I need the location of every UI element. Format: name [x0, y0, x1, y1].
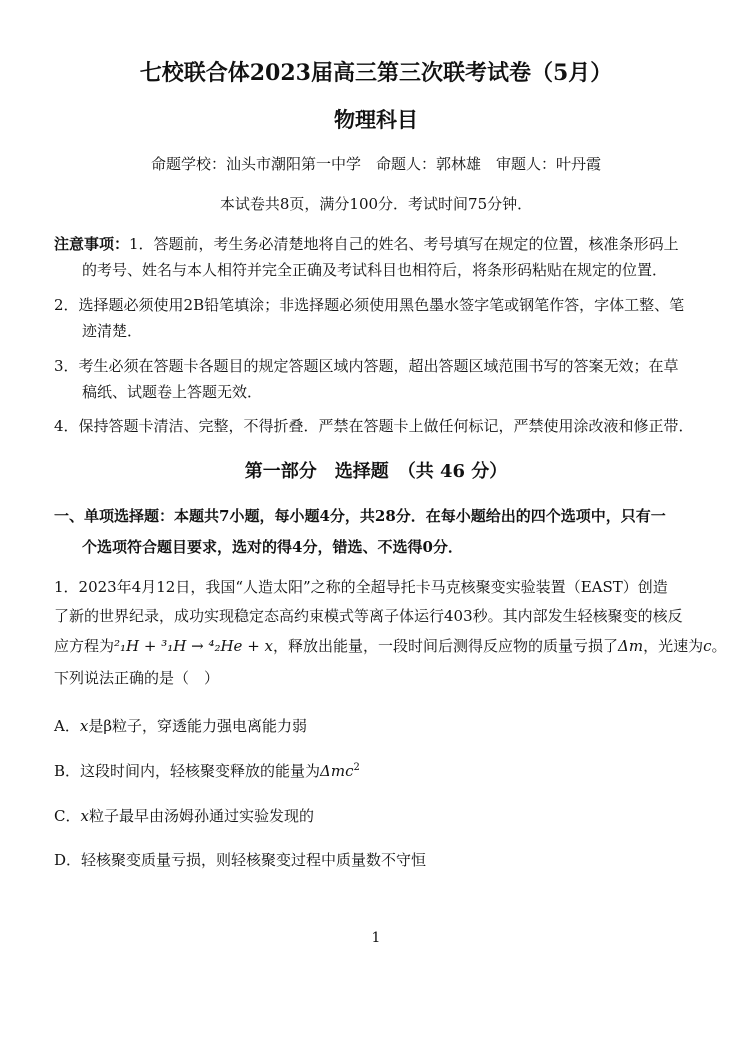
option-c — [54, 805, 314, 826]
question1-line2: 了新的世界纪录，成功实现稳定态高约束模式等离子体运行403秒。其内部发生轻核聚变的核反 — [54, 607, 683, 625]
delta-m: Δm — [618, 637, 644, 655]
nuclear-equation: ²₁H + ³₁H → ⁴₂He + x — [114, 637, 273, 655]
question1-line4: 下列说法正确的是（ ） — [54, 669, 220, 687]
option-b-sup: 2 — [353, 762, 360, 773]
option-c-var: x — [80, 807, 89, 825]
option-b — [54, 760, 360, 781]
part-instructions-line2: 个选项符合题目要求，选对的得4分，错选、不选得0分． — [82, 538, 463, 556]
question1-line3-mid: ，释放出能量，一段时间后测得反应物的质量亏损了 — [273, 637, 619, 655]
option-b-label: B． — [54, 762, 81, 780]
option-d-text: 轻核聚变质量亏损，则轻核聚变过程中质量数不守恒 — [81, 851, 427, 869]
part-instructions-line1: 一、单项选择题：本题共7小题，每小题4分，共28分．在每小题给出的四个选项中，只有一 — [54, 507, 666, 525]
option-c-label: C． — [54, 807, 81, 825]
option-a — [54, 715, 307, 736]
option-c-text: 粒子最早由汤姆孙通过实验发现的 — [88, 807, 314, 825]
notes-item2-line1: 2．选择题必须使用2B铅笔填涂；非选择题必须使用黑色墨水签字笔或钢笔作答，字体工整、笔 — [54, 296, 685, 314]
option-a-label: A． — [54, 717, 80, 735]
exam-title: 七校联合体2023届高三第三次联考试卷（5月） — [139, 60, 613, 86]
section-title: 第一部分 选择题 （共 46 分） — [244, 461, 508, 482]
notes-item3-line2: 稿纸、试题卷上答题无效． — [82, 383, 263, 401]
notes-item1-line2: 的考号、姓名与本人相符并完全正确及考试科目也相符后，将条形码粘贴在规定的位置． — [82, 261, 668, 279]
question1-line3-end: 。 — [711, 637, 727, 655]
subject-title: 物理科目 — [334, 107, 418, 132]
exam-meta: 命题学校：汕头市潮阳第一中学 命题人：郭林雄 审题人：叶丹霞 — [150, 155, 601, 173]
notes-item2-line2: 迹清楚． — [82, 322, 143, 340]
question1-line3 — [54, 635, 727, 656]
option-b-math: Δmc — [320, 762, 354, 780]
option-a-var: x — [79, 717, 89, 735]
question1-line1: 1．2023年4月12日，我国“人造太阳”之称的全超导托卡马克核聚变实验装置（EAST）创造 — [54, 578, 668, 596]
option-d — [54, 849, 426, 870]
question1-line3-mid2: ，光速为 — [643, 637, 704, 655]
option-a-text: 是β粒子，穿透能力强电离能力弱 — [88, 717, 307, 735]
question1-line3-prefix: 应方程为 — [54, 637, 115, 655]
notes-item1-line1 — [54, 233, 679, 254]
notes-label: 注意事项： — [54, 235, 130, 253]
light-speed: c — [703, 637, 712, 655]
option-d-label: D． — [54, 851, 82, 869]
notes-item3-line1: 3．考生必须在答题卡各题目的规定答题区域内答题，超出答题区域范围书写的答案无效；在草 — [54, 357, 679, 375]
page-number: 1 — [371, 930, 381, 946]
exam-info: 本试卷共8页，满分100分．考试时间75分钟． — [219, 195, 533, 213]
notes-item1-text: 1．答题前，考生务必清楚地将自己的姓名、考号填写在规定的位置，核准条形码上 — [129, 235, 679, 253]
option-b-text: 这段时间内，轻核聚变释放的能量为 — [80, 762, 321, 780]
notes-item4: 4．保持答题卡清洁、完整，不得折叠．严禁在答题卡上做任何标记，严禁使用涂改液和修正带． — [54, 417, 694, 435]
